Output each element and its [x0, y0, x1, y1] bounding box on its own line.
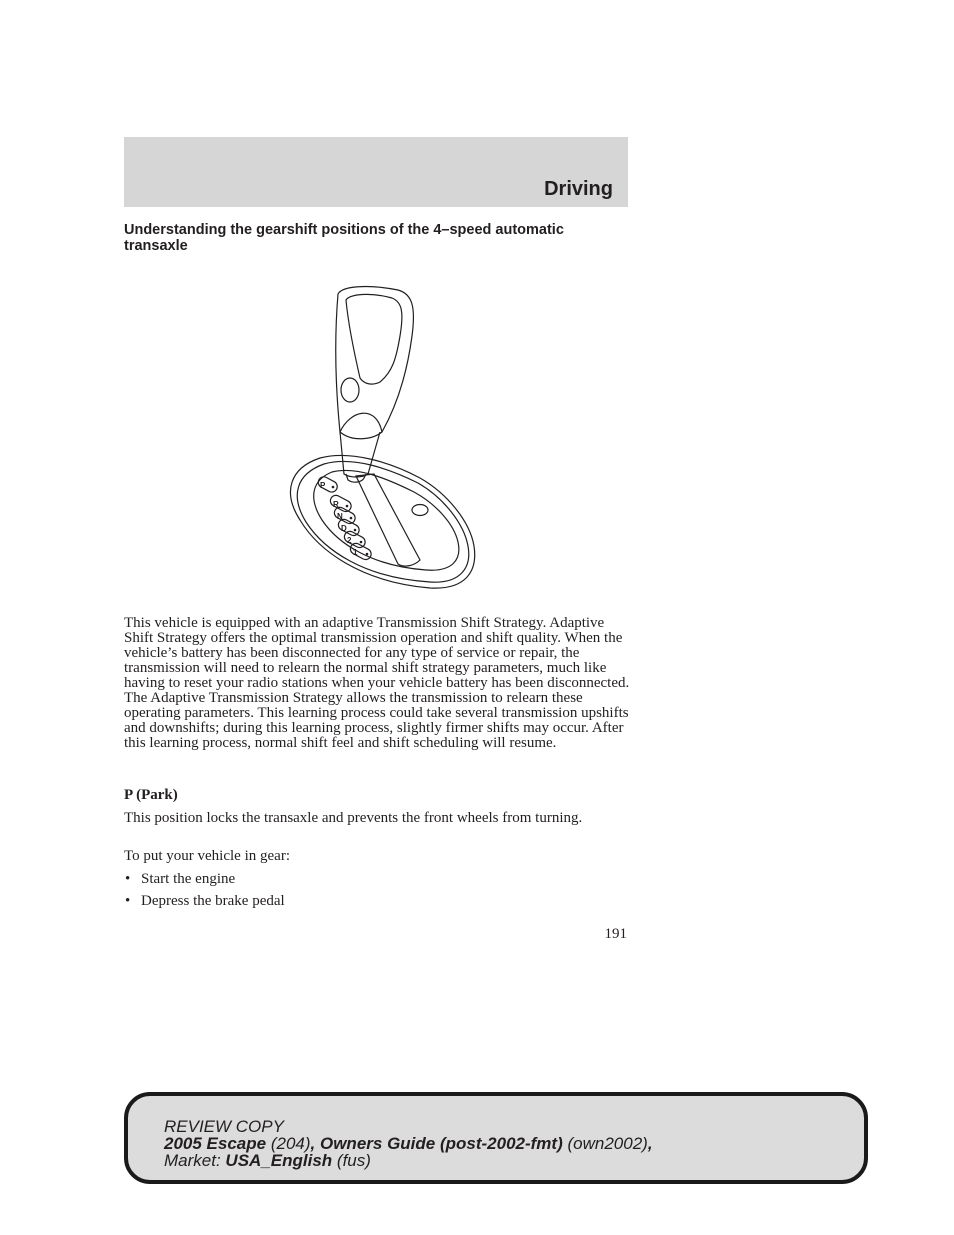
- list-item: • Start the engine: [125, 871, 236, 887]
- gearshift-illustration: [280, 282, 480, 594]
- page-number: 191: [604, 926, 627, 942]
- bullet-icon: •: [125, 893, 131, 909]
- header-band: [124, 137, 628, 207]
- section-heading: Understanding the gearshift positions of the 4–speed automatic transaxle: [124, 222, 564, 254]
- section-title: Driving: [544, 178, 613, 200]
- intro-paragraph: This vehicle is equipped with an adaptive Transmission Shift Strategy. Adaptive Shift Strategy offers the optimal transmission operation and shift quality. When the vehicle’s battery has been disconnected for any type of service or repair, the transmission will need to relearn the normal shift strategy parameters, much like having to reset your radio stations when your vehicle battery has been disconnected. The Adaptive Transmission Strategy allows the transmission to relearn these operating parameters. This learning process could take several transmission upshifts and downshifts; during this learning process, slightly firmer shifts may occur. After this learning process, normal shift feel and shift scheduling will resume.: [124, 615, 630, 751]
- gear-label-n: N: [337, 512, 343, 521]
- gearshift-diagram: [280, 282, 480, 594]
- review-copy-footer: [124, 1092, 868, 1184]
- park-paragraph: This position locks the transaxle and prevents the front wheels from turning.: [124, 810, 583, 826]
- gear-label-2: 2: [347, 536, 352, 545]
- steps-list: [124, 872, 630, 916]
- bullet-icon: •: [125, 871, 131, 887]
- gear-label-r: R: [333, 500, 339, 509]
- gear-label-p: P: [320, 481, 326, 490]
- footer-review-copy: REVIEW COPY: [164, 1117, 284, 1136]
- gear-paragraph: To put your vehicle in gear:: [124, 848, 290, 864]
- footer-text: [164, 1118, 653, 1169]
- park-heading: P (Park): [124, 787, 178, 803]
- footer-line-3: Market: USA_English (fus): [164, 1151, 371, 1170]
- footer-line-2: 2005 Escape (204), Owners Guide (post-2002-fmt) (own2002),: [164, 1134, 653, 1153]
- list-item: • Depress the brake pedal: [125, 893, 285, 909]
- gear-label-1: 1: [353, 548, 358, 557]
- gear-label-d: D: [341, 524, 347, 533]
